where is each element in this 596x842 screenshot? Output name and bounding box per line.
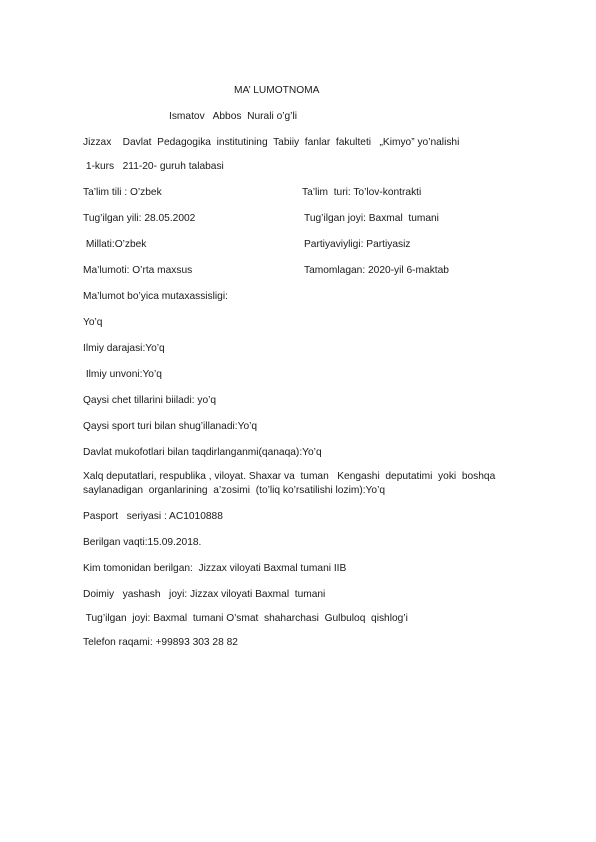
specialty-label: Ma’lumot bo’yica mutaxassisligi: [83, 291, 228, 302]
party-affiliation: Partiyaviyligi: Partiyasiz [304, 239, 411, 250]
birth-address: Tug’ilgan joyi: Baxmal tumani O’smat shaharchasi Gulbuloq qishlog’i [83, 613, 408, 624]
specialty-value: Yo’q [83, 317, 103, 328]
state-awards: Davlat mukofotlari bilan taqdirlanganmi(qanaqa):Yo’q [83, 447, 322, 458]
student-name: Ismatov Abbos Nurali o’g’li [169, 111, 297, 122]
permanent-residence: Doimiy yashash joyi: Jizzax viloyati Baxmal tumani [83, 589, 326, 600]
education: Ma’lumoti: O’rta maxsus [83, 265, 193, 276]
graduated-from: Tamomlagan: 2020-yil 6-maktab [304, 265, 449, 276]
passport-issued-date: Berilgan vaqti:15.09.2018. [83, 537, 202, 548]
document-title: MA’ LUMOTNOMA [234, 85, 320, 96]
study-language: Ta’lim tili : O’zbek [83, 187, 162, 198]
passport-series: Pasport seriyasi : AC1010888 [83, 511, 223, 522]
foreign-languages: Qaysi chet tillarini biiladi: yo’q [83, 395, 217, 406]
academic-title: Ilmiy unvoni:Yo’q [83, 369, 162, 380]
birth-year: Tug’ilgan yili: 28.05.2002 [83, 213, 196, 224]
deputy-line-1: Xalq deputatlari, respublika , viloyat. Shaxar va tuman Kengashi deputatimi yoki boshqa [83, 471, 496, 482]
passport-issued-by: Kim tomonidan berilgan: Jizzax viloyati Baxmal tumani IIB [83, 563, 347, 574]
study-type: Ta’lim turi: To’lov-kontrakti [302, 187, 422, 198]
sport: Qaysi sport turi bilan shug’illanadi:Yo’q [83, 421, 258, 432]
nationality: Millati:O’zbek [83, 239, 147, 250]
phone-number: Telefon raqami: +99893 303 28 82 [83, 637, 238, 648]
faculty-line: Jizzax Davlat Pedagogika institutining Tabiiy fanlar fakulteti „Kimyo” yo’nalishi [83, 137, 460, 148]
course-line: 1-kurs 211-20- guruh talabasi [83, 161, 224, 172]
birth-place: Tug’ilgan joyi: Baxmal tumani [304, 213, 439, 224]
deputy-line-2: saylanadigan organlarining a’zosimi (to’liq ko’rsatilishi lozim):Yo’q [83, 485, 385, 496]
academic-degree: Ilmiy darajasi:Yo’q [83, 343, 165, 354]
